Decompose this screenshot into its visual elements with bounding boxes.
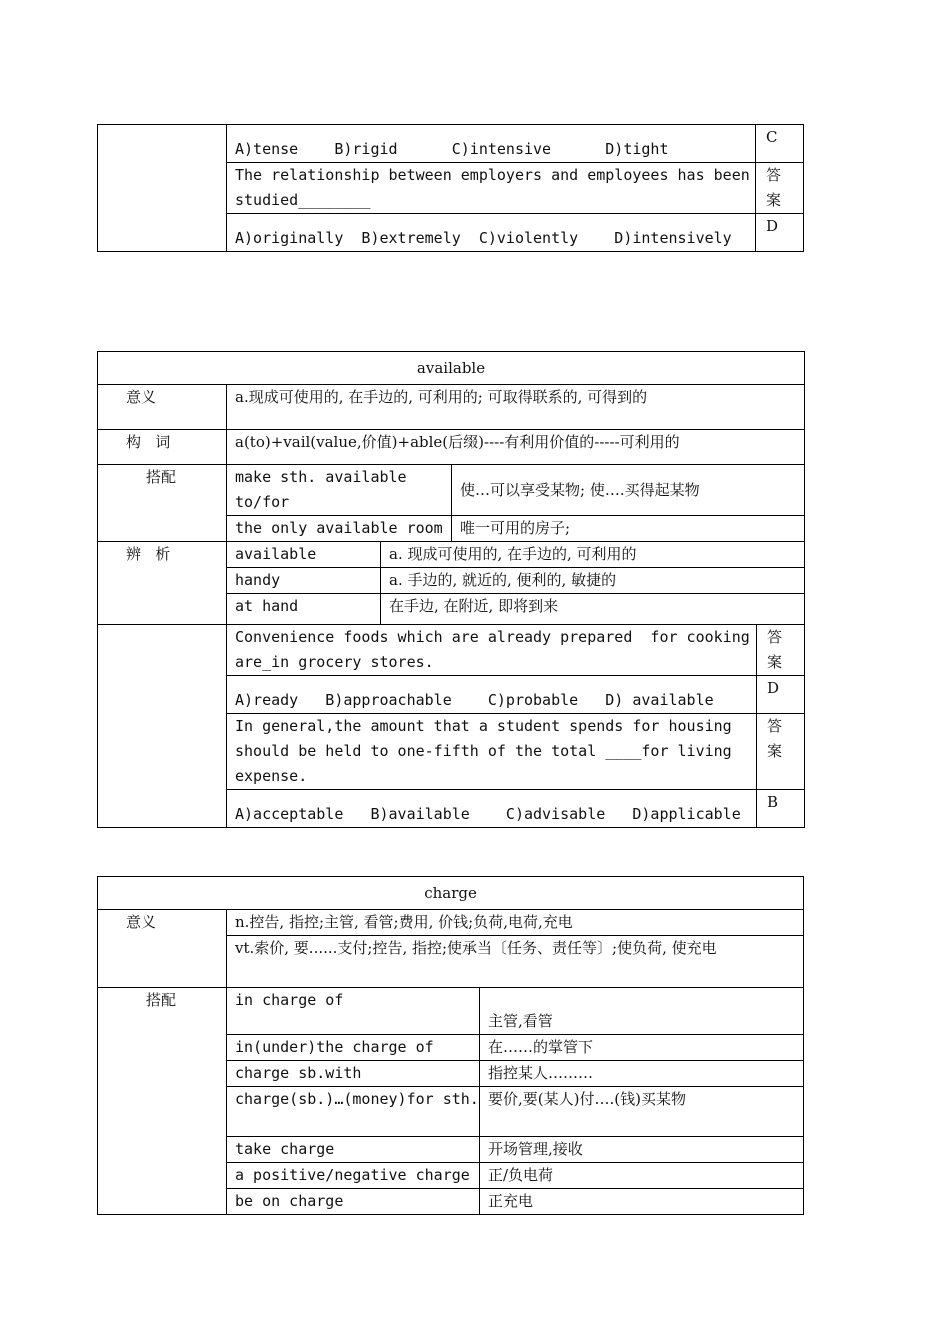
collocation-phrase: the only available room xyxy=(235,519,443,537)
collocation-meaning: 开场管理,接收 xyxy=(488,1140,583,1158)
analysis-word: handy xyxy=(235,571,281,589)
collocation-meaning: 要价,要(某人)付….(钱)买某物 xyxy=(488,1090,686,1108)
question-options: A)ready B)approachable C)probable D) available xyxy=(235,691,714,709)
empty-label-cell xyxy=(98,625,227,828)
question-stem: In general,the amount that a student spends for housing should be held to one-fifth of the total ____for living expense. xyxy=(235,717,741,785)
vocab-table-charge xyxy=(97,876,804,1215)
question-stem: The relationship between employers and employees has been studied________ xyxy=(235,166,759,209)
meaning-verb: vt.索价, 要......支付;控告, 指控;使承当〔任务、责任等〕;使负荷, 使充电 xyxy=(235,939,717,957)
analysis-meaning: a. 手边的, 就近的, 便利的, 敏捷的 xyxy=(389,571,617,589)
answer-label: 答案 xyxy=(766,166,782,209)
word-title: available xyxy=(416,359,486,377)
answer-label: 答案 xyxy=(767,628,783,671)
answer-label: 答案 xyxy=(767,717,783,760)
collocation-meaning: 唯一可用的房子; xyxy=(460,519,571,537)
collocation-phrase: take charge xyxy=(235,1140,335,1158)
answer-value: D xyxy=(767,679,780,697)
word-title: charge xyxy=(424,884,477,902)
question-options: A)originally B)extremely C)violently D)intensively xyxy=(235,229,732,247)
vocab-table-available xyxy=(97,351,805,828)
collocation-meaning: 指控某人……… xyxy=(488,1064,594,1082)
collocation-meaning: 使…可以享受某物; 使….买得起某物 xyxy=(460,480,700,499)
collocation-phrase: make sth. available to/for xyxy=(235,468,416,511)
collocation-meaning: 正/负电荷 xyxy=(488,1166,554,1184)
collocation-phrase: charge(sb.)…(money)for sth. xyxy=(235,1090,479,1108)
answer-value: B xyxy=(767,793,779,811)
question-options: A)acceptable B)available C)advisable D)applicable xyxy=(235,805,741,823)
collocation-phrase: charge sb.with xyxy=(235,1064,362,1082)
collocation-phrase: a positive/negative charge xyxy=(235,1166,470,1184)
collocation-phrase: in(under)the charge of xyxy=(235,1038,434,1056)
question-table-1 xyxy=(97,124,804,252)
collocation-label: 搭配 xyxy=(146,991,177,1009)
collocation-meaning: 在……的掌管下 xyxy=(488,1038,594,1056)
collocation-meaning: 正充电 xyxy=(488,1192,534,1210)
answer-value: D xyxy=(766,217,779,235)
collocation-meaning: 主管,看管 xyxy=(488,1012,553,1030)
analysis-meaning: 在手边, 在附近, 即将到来 xyxy=(389,597,559,615)
analysis-label: 辨 析 xyxy=(126,545,171,563)
question-options: A)tense B)rigid C)intensive D)tight xyxy=(235,140,669,158)
question-stem: Convenience foods which are already prepared for cooking are_in grocery stores. xyxy=(235,628,759,671)
empty-label-cell xyxy=(98,125,227,252)
analysis-meaning: a. 现成可使用的, 在手边的, 可利用的 xyxy=(389,545,637,563)
analysis-word: at hand xyxy=(235,597,299,615)
analysis-word: available xyxy=(235,545,317,563)
collocation-label: 搭配 xyxy=(146,468,177,486)
meaning-label: 意义 xyxy=(126,388,157,406)
meaning-noun: n.控告, 指控;主管, 看管;费用, 价钱;负荷,电荷,充电 xyxy=(235,913,573,931)
meaning-label: 意义 xyxy=(126,913,157,931)
answer-value: C xyxy=(766,128,778,146)
formation-text: a(to)+vail(value,价值)+able(后缀)----有利用价值的-----可利用的 xyxy=(235,433,680,451)
collocation-phrase: be on charge xyxy=(235,1192,344,1210)
meaning-text: a.现成可使用的, 在手边的, 可利用的; 可取得联系的, 可得到的 xyxy=(235,388,648,406)
formation-label: 构 词 xyxy=(126,433,171,451)
collocation-phrase: in charge of xyxy=(235,991,344,1009)
